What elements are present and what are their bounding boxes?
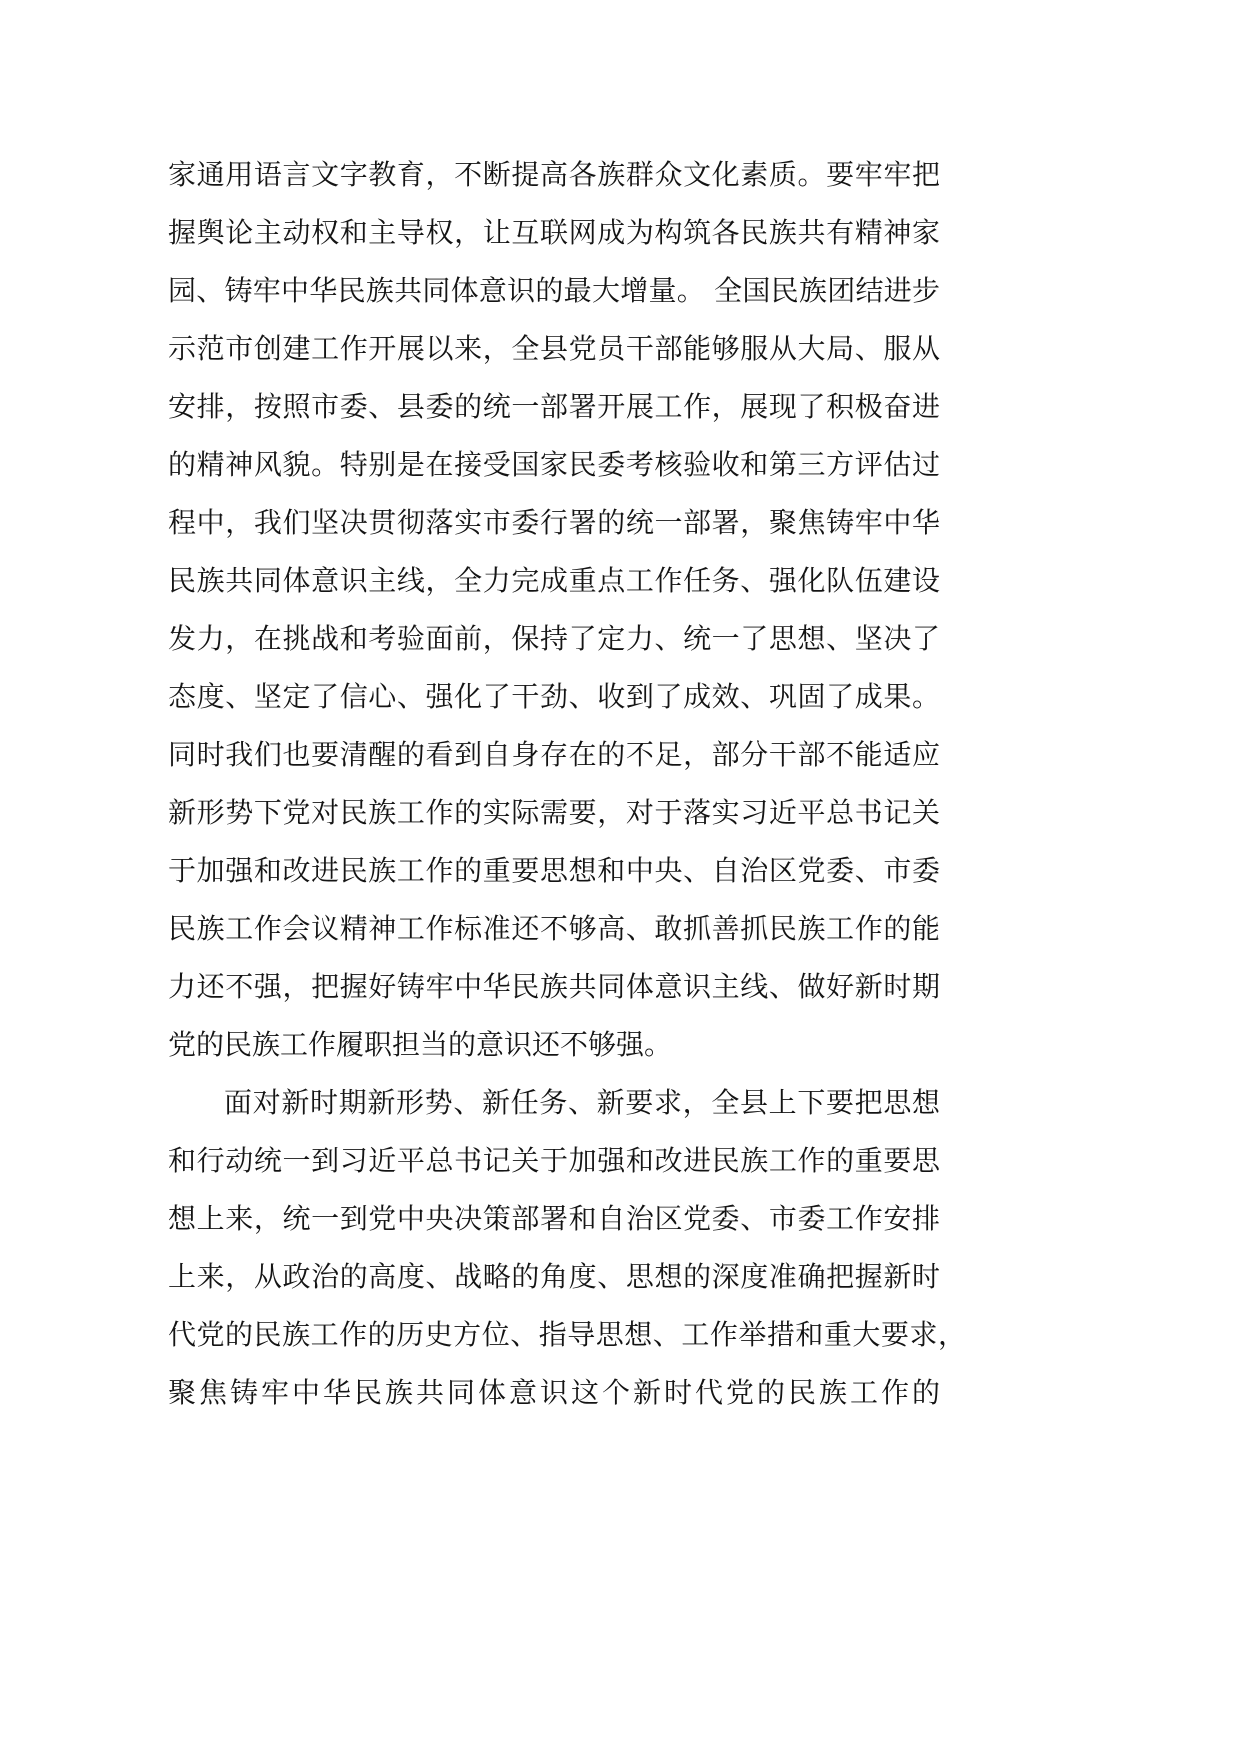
text-line: 想上来，统一到党中央决策部署和自治区党委、市委工作安排 — [168, 1202, 940, 1235]
text-line: 握舆论主动权和主导权，让互联网成为构筑各民族共有精神家 — [168, 216, 940, 249]
paragraph — [168, 146, 968, 1074]
text-line: 上来，从政治的高度、战略的角度、思想的深度准确把握新时 — [168, 1260, 940, 1293]
text-line: 聚焦铸牢中华民族共同体意识这个新时代党的民族工作的 — [168, 1376, 940, 1409]
text-line: 发力，在挑战和考验面前，保持了定力、统一了思想、坚决了 — [168, 622, 940, 655]
text-line: 面对新时期新形势、新任务、新要求，全县上下要把思想 — [224, 1086, 940, 1119]
text-line: 民族工作会议精神工作标准还不够高、敢抓善抓民族工作的能 — [168, 912, 940, 945]
document-body — [168, 146, 968, 1422]
text-line: 力还不强，把握好铸牢中华民族共同体意识主线、做好新时期 — [168, 970, 940, 1003]
text-line: 家通用语言文字教育，不断提高各族群众文化素质。要牢牢把 — [168, 158, 940, 191]
text-line: 于加强和改进民族工作的重要思想和中央、自治区党委、市委 — [168, 854, 940, 887]
text-line: 园、铸牢中华民族共同体意识的最大增量。 全国民族团结进步 — [168, 274, 940, 307]
paragraph — [168, 1074, 968, 1422]
text-line: 和行动统一到习近平总书记关于加强和改进民族工作的重要思 — [168, 1144, 940, 1177]
text-line: 民族共同体意识主线，全力完成重点工作任务、强化队伍建设 — [168, 564, 940, 597]
text-line: 程中，我们坚决贯彻落实市委行署的统一部署，聚焦铸牢中华 — [168, 506, 940, 539]
text-line: 同时我们也要清醒的看到自身存在的不足，部分干部不能适应 — [168, 738, 940, 771]
text-line: 的精神风貌。特别是在接受国家民委考核验收和第三方评估过 — [168, 448, 940, 481]
text-line: 代党的民族工作的历史方位、指导思想、工作举措和重大要求， — [168, 1318, 966, 1351]
text-line: 党的民族工作履职担当的意识还不够强。 — [168, 1028, 673, 1061]
text-line: 示范市创建工作开展以来，全县党员干部能够服从大局、服从 — [168, 332, 940, 365]
text-line: 新形势下党对民族工作的实际需要，对于落实习近平总书记关 — [168, 796, 940, 829]
text-line: 态度、坚定了信心、强化了干劲、收到了成效、巩固了成果。 — [168, 680, 940, 713]
text-line: 安排，按照市委、县委的统一部署开展工作，展现了积极奋进 — [168, 390, 940, 423]
